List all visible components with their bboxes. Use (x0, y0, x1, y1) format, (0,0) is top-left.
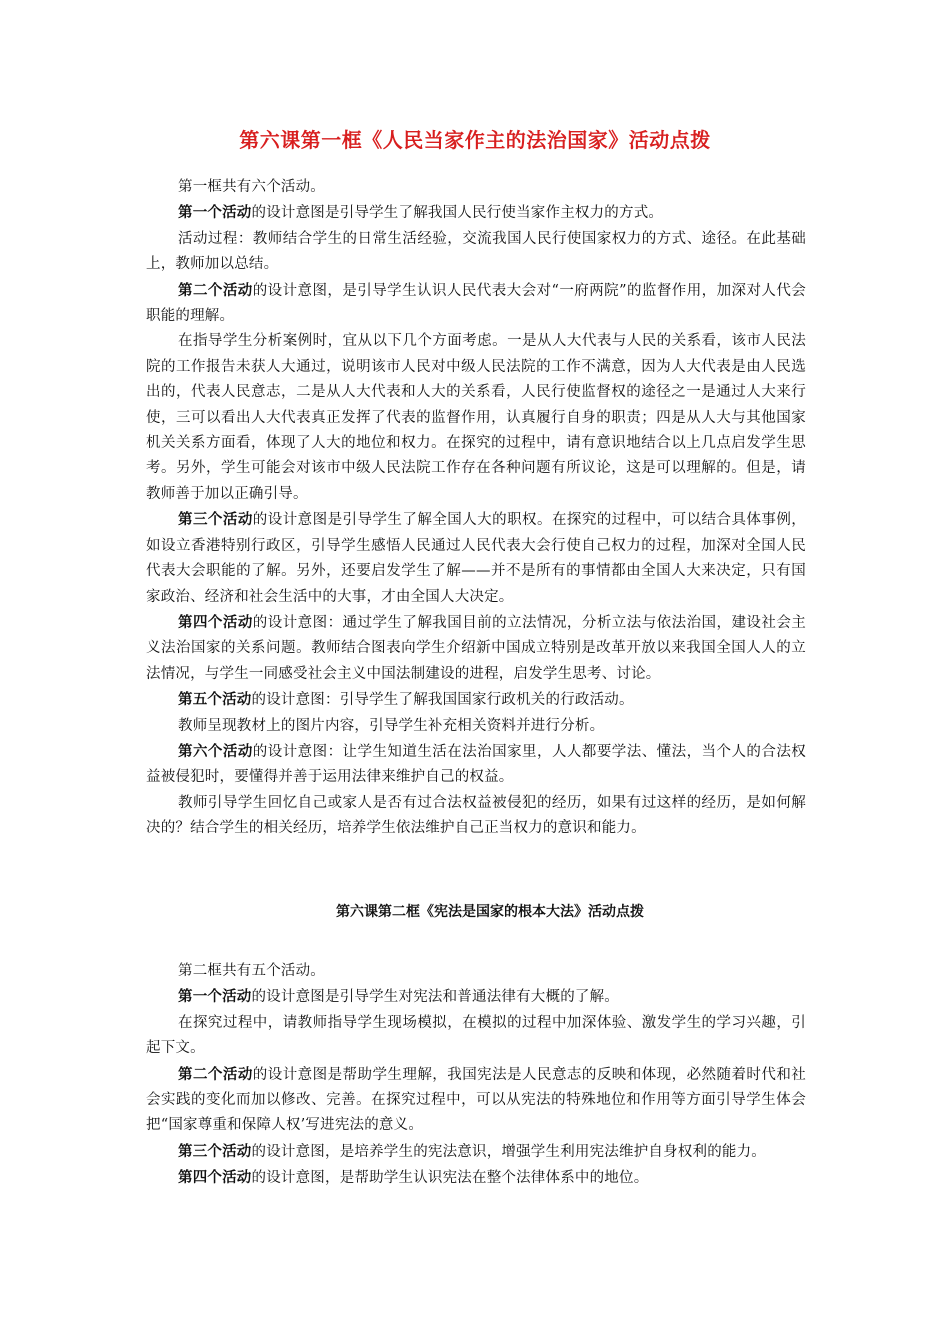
paragraph (146, 227, 806, 278)
activity-label: 第一个活动 (178, 204, 252, 222)
paragraph-text: 的设计意图：通过学生了解我国目前的立法情况，分析立法与依法治国，建设社会主义法治国家的关系问题。教师结合图表向学生介绍新中国成立特别是改革开放以来我国全国人人的立法情况，与学生一同感受社会主义中国法制建设的进程，启发学生思考、讨论。 (146, 614, 806, 682)
paragraph (146, 278, 806, 330)
activity-label: 第一个活动 (178, 988, 252, 1006)
activity-label: 第六个活动 (178, 742, 253, 760)
paragraph-text: 的设计意图：引导学生了解我国国家行政机关的行政活动。 (251, 692, 634, 709)
activity-label: 第二个活动 (178, 1065, 253, 1083)
paragraph (146, 714, 806, 739)
paragraph-text: 第一框共有六个活动。 (178, 179, 325, 195)
paragraph-text: 的设计意图是引导学生了解全国人大的职权。在探究的过程中，可以结合具体事例，如设立香港特别行政区，引导学生感悟人民通过人民代表大会行使自己权力的过程，加深对全国人民代表大会职能的了解。另外，还要启发学生了解——并不是所有的事情都由全国人大来决定，只有国家政治、经济和社会生活中的大事，才由全国人大决定。 (146, 512, 806, 605)
paragraph-text: 的设计意图是引导学生了解我国人民行使当家作主权力的方式。 (251, 205, 664, 222)
activity-label: 第二个活动 (178, 281, 253, 299)
paragraph-text: 在指导学生分析案例时，宜从以下几个方面考虑。一是从人大代表与人民的关系看，该市人民法院的工作报告未获人大通过，说明该市人民对中级人民法院的工作不满意，因为人大代表是由人民选出的，代表人民意志，二是从人大代表和人大的关系看，人民行使监督权的途径之一是通过人大来行使，三可以看出人大代表真正发挥了代表的监督作用，认真履行自身的职责；四是从人大与其他国家机关关系方面看，体现了人大的地位和权力。在探究的过程中，请有意识地结合以上几点启发学生思考。另外，学生可能会对该市中级人民法院工作存在各种问题有所议论，这是可以理解的。但是，请教师善于加以正确引导。 (146, 333, 806, 502)
paragraph-text: 的设计意图：让学生知道生活在法治国家里，人人都要学法、懂法，当个人的合法权益被侵犯时，要懂得并善于运用法律来维护自己的权益。 (146, 743, 806, 786)
paragraph (146, 329, 806, 507)
activity-label: 第四个活动 (178, 1169, 252, 1187)
paragraph (146, 507, 806, 610)
paragraph-text: 的设计意图是帮助学生理解，我国宪法是人民意志的反映和体现，必然随着时代和社会实践的变化而加以修改、完善。在探究过程中，可以从宪法的特殊地位和作用等方面引导学生体会把“国家尊重和保障人权’写进宪法的意义。 (146, 1066, 806, 1134)
paragraph-text: 的设计意图是引导学生对宪法和普通法律有大概的了解。 (251, 989, 619, 1006)
paragraph-text: 教师引导学生回忆自己或家人是否有过合法权益被侵犯的经历，如果有过这样的经历，是如何解决的？结合学生的相关经历，培养学生依法维护自己正当权力的意识和能力。 (146, 794, 806, 837)
activity-label: 第五个活动 (178, 691, 252, 709)
paragraph-text: 第二框共有五个活动。 (178, 963, 325, 979)
paragraph-text: 的设计意图，是引导学生认识人民代表大会对“一府两院”的监督作用，加深对人代会职能的理解。 (146, 282, 806, 325)
section2-title: 第六课第二框《宪法是国家的根本大法》活动点拨 (336, 904, 644, 920)
paragraph (146, 1165, 806, 1191)
paragraph-text: 教师呈现教材上的图片内容，引导学生补充相关资料并进行分析。 (178, 717, 605, 734)
paragraph (146, 687, 806, 713)
paragraph (146, 791, 806, 842)
paragraph (146, 200, 806, 226)
paragraph (146, 610, 806, 687)
paragraph (146, 959, 806, 984)
paragraph (146, 984, 806, 1010)
activity-label: 第四个活动 (178, 613, 253, 631)
paragraph (146, 175, 806, 200)
paragraph-text: 的设计意图，是培养学生的宪法意识，增强学生利用宪法维护自身权利的能力。 (251, 1143, 766, 1160)
section1-title: 第六课第一框《人民当家作主的法治国家》活动点拨 (239, 128, 711, 152)
activity-label: 第三个活动 (178, 1142, 252, 1160)
paragraph (146, 1011, 806, 1062)
section2-body (146, 959, 806, 1192)
paragraph-text: 活动过程：教师结合学生的日常生活经验，交流我国人民行使国家权力的方式、途径。在此基础上，教师加以总结。 (146, 230, 806, 273)
paragraph-text: 的设计意图，是帮助学生认识宪法在整个法律体系中的地位。 (251, 1170, 649, 1187)
paragraph (146, 1062, 806, 1139)
activity-label: 第三个活动 (178, 511, 253, 529)
paragraph (146, 739, 806, 791)
paragraph (146, 1139, 806, 1165)
section1-body (146, 175, 806, 842)
paragraph-text: 在探究过程中，请教师指导学生现场模拟，在模拟的过程中加深体验、激发学生的学习兴趣，引起下文。 (146, 1014, 806, 1057)
